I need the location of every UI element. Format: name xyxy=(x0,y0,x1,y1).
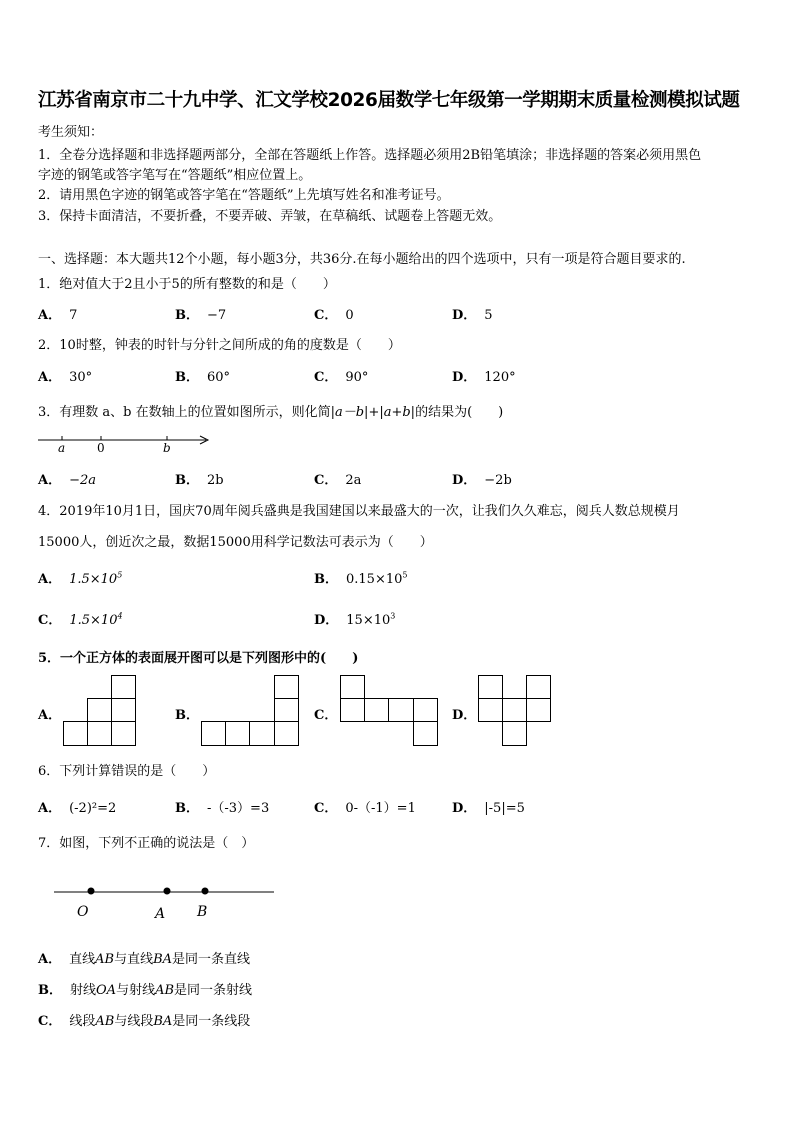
q7-option-c[interactable]: C． 线段AB与线段BA是同一条线段 xyxy=(38,1014,251,1029)
notice-item: 2．请用黑色字迹的钢笔或答字笔在“答题纸”上先填写姓名和准考证号。 xyxy=(38,188,450,203)
q5-option-d-label[interactable]: D． xyxy=(452,708,477,723)
q5-net-a[interactable] xyxy=(63,675,137,747)
q5-option-b-label[interactable]: B． xyxy=(175,708,199,723)
question-7-stem: 7．如图，下列不正确的说法是（ ） xyxy=(38,836,255,851)
q4-option-d[interactable]: D． $15\times 10^3$ xyxy=(314,611,396,628)
q6-option-d[interactable]: D． |-5|=5 xyxy=(452,801,525,816)
point-o xyxy=(88,888,95,895)
question-4-stem-line2: 15000人，创近次之最，数据15000用科学记数法可表示为（ ） xyxy=(38,535,433,550)
q7-option-a[interactable]: A． 直线AB与直线BA是同一条直线 xyxy=(38,952,251,967)
q4-option-c[interactable]: C． $1.5\times 10^4$ xyxy=(38,611,123,628)
question-4-stem-line1: 4．2019年10月1日，国庆70周年阅兵盛典是我国建国以来最盛大的一次，让我们久久难忘，阅兵人数总规模月 xyxy=(38,504,680,519)
label-a: a xyxy=(58,441,66,455)
q1-option-c[interactable]: C． 0 xyxy=(314,308,354,323)
q4-option-a[interactable]: A． $1.5\times 10^5$ xyxy=(38,570,123,587)
question-6-stem: 6．下列计算错误的是（ ） xyxy=(38,764,216,779)
question-3-stem: 3．有理数 a、b 在数轴上的位置如图所示，则化简|a－b|+|a+b|的结果为( ) xyxy=(38,405,504,420)
q3-expression: |a－b|+|a+b| xyxy=(330,405,416,420)
notice-item: 3．保持卡面清洁，不要折叠，不要弄破、弄皱，在草稿纸、试题卷上答题无效。 xyxy=(38,209,502,224)
notice-item: 字迹的钢笔或答字笔写在“答题纸”相应位置上。 xyxy=(38,168,312,183)
point-b xyxy=(202,888,209,895)
q2-option-a[interactable]: A． 30° xyxy=(38,370,93,385)
question-5-stem: 5．一个正方体的表面展开图可以是下列图形中的( ) xyxy=(38,651,359,666)
q1-option-a[interactable]: A． 7 xyxy=(38,308,78,323)
q6-option-b[interactable]: B． -（-3）=3 xyxy=(175,801,270,816)
q2-option-c[interactable]: C． 90° xyxy=(314,370,369,385)
q7-option-b[interactable]: B． 射线OA与射线AB是同一条射线 xyxy=(38,983,253,998)
q6-option-a[interactable]: A． (-2)²=2 xyxy=(38,801,117,816)
q1-option-d[interactable]: D． 5 xyxy=(452,308,493,323)
label-zero: 0 xyxy=(97,441,105,455)
label-o: O xyxy=(77,904,89,920)
q3-option-c[interactable]: C． 2a xyxy=(314,473,362,488)
q5-net-d[interactable] xyxy=(478,675,552,747)
q1-option-b[interactable]: B． −7 xyxy=(175,308,227,323)
q3-option-d[interactable]: D． −2b xyxy=(452,473,512,488)
notice-heading: 考生须知： xyxy=(38,125,104,140)
section-heading: 一、选择题：本大题共12个小题，每小题3分，共36分.在每小题给出的四个选项中，只有一项是符合题目要求的. xyxy=(38,252,686,267)
q5-option-a-label[interactable]: A． xyxy=(38,708,62,723)
label-b: B xyxy=(197,904,208,920)
line-diagram xyxy=(54,880,276,922)
q5-option-c-label[interactable]: C． xyxy=(314,708,338,723)
point-a xyxy=(164,888,171,895)
q3-option-b[interactable]: B． 2b xyxy=(175,473,224,488)
page-title: 江苏省南京市二十九中学、汇文学校2026届数学七年级第一学期期末质量检测模拟试题 xyxy=(38,90,740,111)
q5-net-b[interactable] xyxy=(201,675,300,747)
notice-item: 1．全卷分选择题和非选择题两部分，全部在答题纸上作答。选择题必须用2B铅笔填涂；非选择题的答案必须用黑色 xyxy=(38,148,702,163)
q3-option-a[interactable]: A． −2a xyxy=(38,473,97,488)
label-a: A xyxy=(155,906,166,922)
q2-option-b[interactable]: B． 60° xyxy=(175,370,231,385)
q2-option-d[interactable]: D． 120° xyxy=(452,370,516,385)
q5-net-c[interactable] xyxy=(340,675,439,747)
q4-option-b[interactable]: B． $0.15\times 10^5$ xyxy=(314,570,408,587)
question-2-stem: 2．10时整，钟表的时针与分针之间所成的角的度数是（ ） xyxy=(38,338,401,353)
label-b: b xyxy=(163,441,171,455)
question-1-stem: 1．绝对值大于2且小于5的所有整数的和是（ ） xyxy=(38,277,336,292)
number-line-diagram xyxy=(38,430,218,456)
q6-option-c[interactable]: C． 0-（-1）=1 xyxy=(314,801,416,816)
